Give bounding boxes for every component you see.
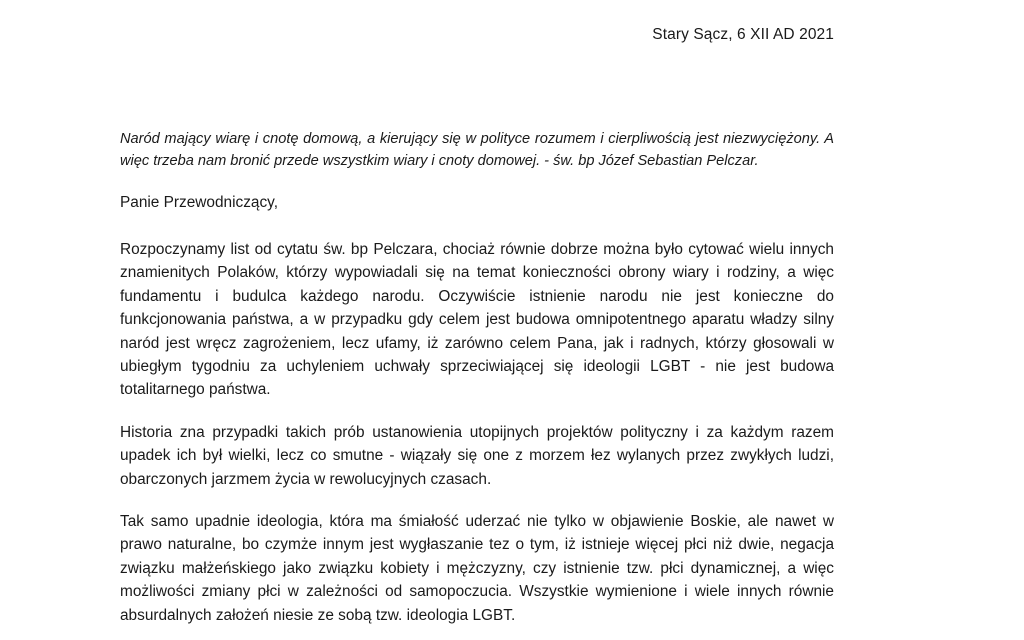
- letter-body: [120, 128, 834, 640]
- paragraph-1: Rozpoczynamy list od cytatu św. bp Pelczara, chociaż równie dobrze można było cytować wielu innych znamienitych Polaków, którzy wypowiadali się na temat konieczności obrony wiary i rodziny, a więc fundamentu i budulca każdego narodu. Oczywiście istnienie narodu nie jest konieczne do funkcjonowania państwa, a w przypadku gdy celem jest budowa omnipotentnego aparatu władzy silny naród jest wręcz zagrożeniem, lecz ufamy, iż zarówno celem Pana, jak i radnych, którzy głosowali w ubiegłym tygodniu za uchyleniem uchwały sprzeciwiającej się ideologii LGBT - nie jest budowa totalitarnego państwa.: [120, 241, 834, 399]
- date-line: Stary Sącz, 6 XII AD 2021: [652, 26, 834, 43]
- paragraph-2: Historia zna przypadki takich prób ustanowienia utopijnych projektów polityczny i za każdym razem upadek ich był wielki, lecz co smutne - wiązały się one z morzem łez wylanych przez zwykłych ludzi, obarczonych jarzmem życia w rewolucyjnych czasach.: [120, 423, 834, 488]
- paragraph-3: Tak samo upadnie ideologia, która ma śmiałość uderzać nie tylko w objawienie Boskie, ale nawet w prawo naturalne, bo czymże innym jest wygłaszanie tez o tym, iż istnieje więcej płci niż dwie, negacja związku małżeńskiego jako związku kobiety i mężczyzny, czy istnienie tzw. płci dynamicznej, a więc możliwości zmiany płci w zależności od samopoczucia. Wszystkie wymienione i wiele innych równie absurdalnych założeń niesie ze sobą tzw. ideologia LGBT.: [120, 513, 834, 624]
- salutation: Panie Przewodniczący,: [120, 194, 278, 211]
- epigraph-quote: Naród mający wiarę i cnotę domową, a kierujący się w polityce rozumem i cierpliwością jest niezwyciężony. A więc trzeba nam bronić przede wszystkim wiary i cnoty domowej. - św. bp Józef Sebastian Pelczar.: [120, 131, 834, 169]
